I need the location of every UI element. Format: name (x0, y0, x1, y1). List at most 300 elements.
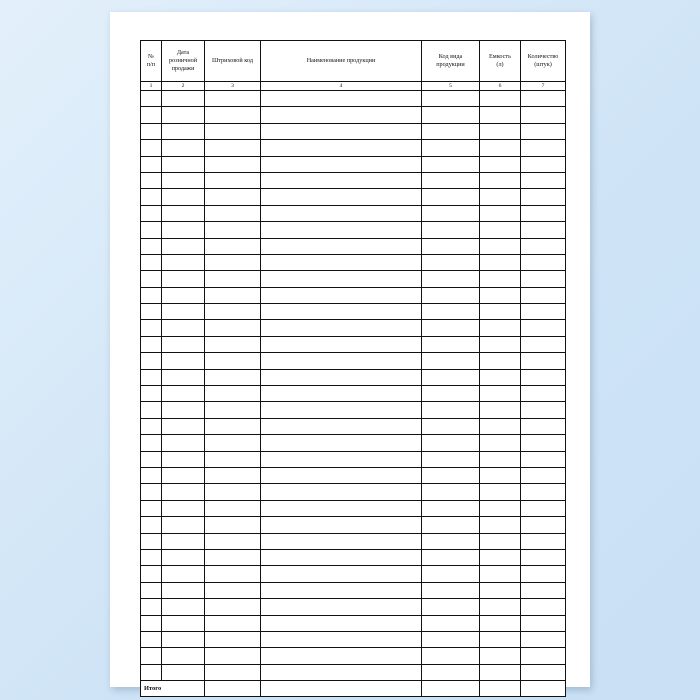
table-cell (480, 467, 521, 483)
table-cell (205, 549, 261, 565)
table-cell (162, 599, 205, 615)
table-cell (162, 582, 205, 598)
table-cell (480, 172, 521, 188)
table-cell (521, 336, 566, 352)
table-cell (162, 287, 205, 303)
table-cell (162, 386, 205, 402)
table-cell (480, 254, 521, 270)
column-number-cell: 5 (422, 82, 480, 91)
table-cell (422, 402, 480, 418)
total-label: Итого (141, 681, 205, 697)
column-header-product-type-code (422, 41, 480, 82)
table-cell (205, 172, 261, 188)
table-cell (205, 287, 261, 303)
header-line: продажи (171, 64, 195, 72)
table-cell (141, 353, 162, 369)
header-line: Код вида (438, 53, 463, 61)
table-cell (205, 664, 261, 680)
table-cell (141, 156, 162, 172)
table-cell (141, 435, 162, 451)
table-cell (261, 533, 422, 549)
header-line: Количество (527, 53, 559, 61)
column-header-number (141, 41, 162, 82)
column-number-cell: 2 (162, 82, 205, 91)
table-cell (261, 648, 422, 664)
table-cell (521, 238, 566, 254)
table-cell (422, 304, 480, 320)
table-cell (422, 451, 480, 467)
table-cell (141, 484, 162, 500)
table-cell (422, 140, 480, 156)
header-line: (л) (496, 61, 504, 68)
table-cell (422, 435, 480, 451)
table-row (141, 123, 566, 139)
table-row (141, 566, 566, 582)
table-cell (261, 254, 422, 270)
table-cell (422, 222, 480, 238)
table-cell (521, 304, 566, 320)
table-cell (162, 205, 205, 221)
table-row (141, 615, 566, 631)
table-cell (205, 222, 261, 238)
table-cell (480, 582, 521, 598)
table-cell (162, 484, 205, 500)
table-cell (422, 123, 480, 139)
table-row (141, 631, 566, 647)
table-cell (261, 123, 422, 139)
table-cell (205, 304, 261, 320)
table-cell (141, 172, 162, 188)
total-cell (261, 681, 422, 697)
table-row (141, 599, 566, 615)
table-cell (205, 353, 261, 369)
table-cell (162, 467, 205, 483)
table-cell (141, 287, 162, 303)
total-cell (205, 681, 261, 697)
table-cell (480, 566, 521, 582)
table-cell (162, 549, 205, 565)
table-cell (141, 336, 162, 352)
table-row (141, 271, 566, 287)
header-line: п/п (146, 61, 156, 68)
table-cell (521, 205, 566, 221)
table-cell (422, 238, 480, 254)
table-row (141, 369, 566, 385)
table-cell (141, 599, 162, 615)
table-row (141, 533, 566, 549)
table-cell (205, 336, 261, 352)
table-row (141, 386, 566, 402)
table-cell (141, 451, 162, 467)
table-cell (205, 500, 261, 516)
table-row (141, 664, 566, 680)
register-table (140, 40, 566, 697)
table-cell (162, 533, 205, 549)
table-cell (480, 533, 521, 549)
table-cell (521, 140, 566, 156)
header-line: Емкость (489, 53, 511, 61)
table-cell (480, 222, 521, 238)
table-cell (422, 631, 480, 647)
table-cell (422, 91, 480, 107)
table-cell (480, 287, 521, 303)
table-cell (205, 369, 261, 385)
table-row (141, 254, 566, 270)
table-cell (422, 484, 480, 500)
column-number-cell: 7 (521, 82, 566, 91)
table-row (141, 205, 566, 221)
table-cell (521, 549, 566, 565)
table-cell (422, 599, 480, 615)
table-cell (422, 189, 480, 205)
table-cell (521, 222, 566, 238)
table-cell (521, 386, 566, 402)
header-line: розничной (168, 57, 198, 65)
table-cell (521, 91, 566, 107)
table-cell (261, 549, 422, 565)
table-body (141, 91, 566, 681)
column-number-cell: 1 (141, 82, 162, 91)
table-cell (521, 599, 566, 615)
table-cell (261, 140, 422, 156)
table-row (141, 517, 566, 533)
total-cell (521, 681, 566, 697)
table-cell (141, 369, 162, 385)
table-cell (205, 533, 261, 549)
table-cell (480, 664, 521, 680)
table-cell (205, 517, 261, 533)
table-row (141, 435, 566, 451)
table-cell (480, 336, 521, 352)
table-cell (261, 238, 422, 254)
table-cell (261, 631, 422, 647)
table-cell (422, 615, 480, 631)
table-cell (205, 156, 261, 172)
table-cell (205, 599, 261, 615)
table-cell (422, 369, 480, 385)
table-cell (480, 238, 521, 254)
table-cell (162, 517, 205, 533)
table-cell (141, 418, 162, 434)
column-header-sale-date (162, 41, 205, 82)
table-cell (521, 533, 566, 549)
table-cell (422, 107, 480, 123)
table-cell (480, 435, 521, 451)
table-cell (162, 631, 205, 647)
table-cell (422, 467, 480, 483)
table-cell (261, 599, 422, 615)
table-cell (480, 304, 521, 320)
table-cell (261, 500, 422, 516)
table-cell (205, 566, 261, 582)
table-cell (162, 566, 205, 582)
table-cell (521, 631, 566, 647)
table-row (141, 582, 566, 598)
table-cell (162, 123, 205, 139)
table-cell (261, 386, 422, 402)
column-header-barcode (205, 41, 261, 82)
table-cell (480, 484, 521, 500)
table-cell (205, 648, 261, 664)
table-cell (162, 648, 205, 664)
table-cell (205, 435, 261, 451)
table-row (141, 467, 566, 483)
table-cell (205, 484, 261, 500)
table-cell (480, 107, 521, 123)
table-cell (162, 271, 205, 287)
table-cell (141, 500, 162, 516)
table-cell (205, 271, 261, 287)
table-header (141, 41, 566, 91)
table-cell (521, 418, 566, 434)
table-cell (480, 205, 521, 221)
table-cell (205, 205, 261, 221)
table-cell (141, 533, 162, 549)
table-cell (141, 189, 162, 205)
table-cell (205, 91, 261, 107)
table-cell (141, 140, 162, 156)
table-cell (521, 484, 566, 500)
table-cell (521, 467, 566, 483)
column-number-cell: 3 (205, 82, 261, 91)
table-cell (162, 189, 205, 205)
table-cell (422, 418, 480, 434)
column-header-capacity (480, 41, 521, 82)
table-cell (480, 91, 521, 107)
table-cell (162, 615, 205, 631)
table-cell (141, 205, 162, 221)
table-cell (261, 320, 422, 336)
table-cell (261, 484, 422, 500)
table-cell (422, 271, 480, 287)
table-cell (162, 238, 205, 254)
table-cell (162, 304, 205, 320)
table-cell (422, 386, 480, 402)
table-cell (521, 123, 566, 139)
table-cell (162, 254, 205, 270)
total-row (141, 681, 566, 697)
table-cell (141, 320, 162, 336)
table-cell (162, 500, 205, 516)
table-cell (205, 451, 261, 467)
table-cell (261, 451, 422, 467)
table-cell (261, 271, 422, 287)
table-row (141, 107, 566, 123)
table-cell (141, 402, 162, 418)
table-cell (480, 549, 521, 565)
table-cell (480, 140, 521, 156)
table-cell (205, 123, 261, 139)
table-cell (422, 566, 480, 582)
table-cell (422, 353, 480, 369)
table-cell (422, 172, 480, 188)
table-cell (521, 500, 566, 516)
table-row (141, 402, 566, 418)
table-cell (141, 386, 162, 402)
table-cell (261, 107, 422, 123)
table-cell (205, 582, 261, 598)
table-cell (261, 467, 422, 483)
table-cell (521, 107, 566, 123)
table-row (141, 140, 566, 156)
table-cell (521, 517, 566, 533)
table-cell (521, 353, 566, 369)
table-row (141, 418, 566, 434)
table-cell (162, 353, 205, 369)
table-cell (261, 664, 422, 680)
table-cell (480, 189, 521, 205)
header-line: (штук) (534, 61, 552, 68)
table-cell (205, 386, 261, 402)
column-number-row (141, 82, 566, 91)
table-cell (521, 664, 566, 680)
table-cell (480, 418, 521, 434)
table-cell (261, 287, 422, 303)
table-cell (521, 320, 566, 336)
table-cell (480, 369, 521, 385)
header-line: Наименование продукции (306, 57, 376, 65)
table-cell (480, 353, 521, 369)
table-cell (261, 615, 422, 631)
table-row (141, 304, 566, 320)
header-line: № (148, 53, 154, 61)
table-cell (261, 336, 422, 352)
table-cell (521, 156, 566, 172)
table-cell (521, 402, 566, 418)
table-cell (141, 549, 162, 565)
table-cell (162, 336, 205, 352)
table-cell (205, 107, 261, 123)
table-cell (205, 254, 261, 270)
table-row (141, 484, 566, 500)
column-number-cell: 4 (261, 82, 422, 91)
table-cell (480, 599, 521, 615)
table-cell (261, 418, 422, 434)
table-cell (205, 238, 261, 254)
table-row (141, 336, 566, 352)
table-cell (422, 156, 480, 172)
table-row (141, 549, 566, 565)
table-cell (141, 467, 162, 483)
table-cell (141, 582, 162, 598)
table-cell (261, 91, 422, 107)
header-row (141, 41, 566, 82)
table-cell (422, 549, 480, 565)
table-cell (261, 304, 422, 320)
table-cell (480, 451, 521, 467)
table-cell (261, 435, 422, 451)
header-line: продукции (436, 61, 465, 68)
table-cell (162, 172, 205, 188)
table-cell (261, 582, 422, 598)
table-cell (141, 631, 162, 647)
table-cell (521, 566, 566, 582)
table-cell (521, 648, 566, 664)
table-cell (480, 631, 521, 647)
table-cell (521, 451, 566, 467)
table-cell (422, 254, 480, 270)
register-sheet (140, 40, 558, 697)
table-cell (261, 156, 422, 172)
table-cell (162, 320, 205, 336)
table-cell (521, 435, 566, 451)
header-line: Дата (176, 49, 190, 57)
table-cell (141, 304, 162, 320)
table-cell (480, 271, 521, 287)
table-cell (205, 615, 261, 631)
table-cell (480, 402, 521, 418)
table-cell (480, 500, 521, 516)
table-cell (422, 320, 480, 336)
table-row (141, 222, 566, 238)
table-cell (261, 205, 422, 221)
total-cell (422, 681, 480, 697)
table-cell (141, 566, 162, 582)
table-row (141, 648, 566, 664)
column-number-cell: 6 (480, 82, 521, 91)
table-cell (422, 517, 480, 533)
table-cell (162, 418, 205, 434)
table-cell (480, 517, 521, 533)
table-cell (141, 238, 162, 254)
table-cell (205, 467, 261, 483)
table-cell (521, 172, 566, 188)
table-cell (422, 205, 480, 221)
table-row (141, 172, 566, 188)
table-cell (141, 615, 162, 631)
table-cell (521, 271, 566, 287)
table-cell (162, 156, 205, 172)
table-cell (422, 336, 480, 352)
table-row (141, 238, 566, 254)
table-cell (261, 402, 422, 418)
table-cell (480, 386, 521, 402)
table-cell (422, 500, 480, 516)
table-cell (261, 189, 422, 205)
table-cell (261, 517, 422, 533)
table-cell (141, 91, 162, 107)
table-cell (141, 123, 162, 139)
table-cell (480, 648, 521, 664)
table-cell (205, 320, 261, 336)
header-line: Штриховой код (212, 57, 253, 65)
table-cell (162, 222, 205, 238)
table-cell (162, 91, 205, 107)
table-cell (521, 369, 566, 385)
table-cell (521, 189, 566, 205)
table-cell (422, 287, 480, 303)
table-cell (141, 107, 162, 123)
table-cell (162, 369, 205, 385)
table-cell (162, 451, 205, 467)
document-page (110, 12, 590, 693)
table-footer (141, 681, 566, 697)
table-row (141, 320, 566, 336)
table-cell (205, 189, 261, 205)
table-cell (261, 353, 422, 369)
table-cell (480, 320, 521, 336)
table-cell (480, 123, 521, 139)
table-cell (521, 582, 566, 598)
table-cell (141, 271, 162, 287)
table-cell (141, 222, 162, 238)
table-cell (141, 517, 162, 533)
table-row (141, 189, 566, 205)
column-header-product-name (261, 41, 422, 82)
table-cell (261, 369, 422, 385)
table-cell (422, 648, 480, 664)
table-cell (422, 664, 480, 680)
